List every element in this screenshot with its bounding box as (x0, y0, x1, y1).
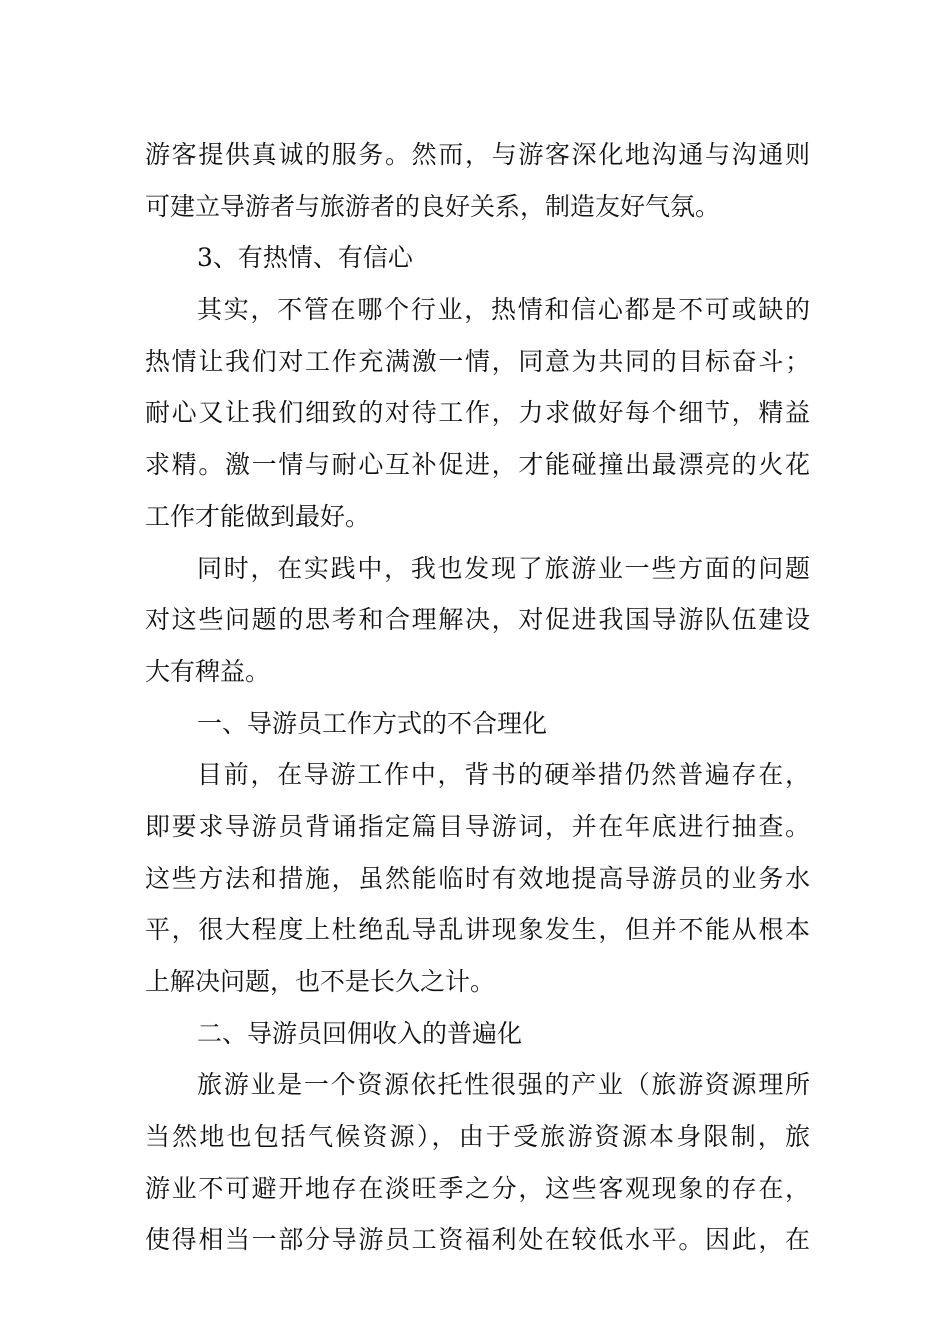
text-line: 平，很大程度上杜绝乱导乱讲现象发生，但并不能从根本 (145, 915, 810, 945)
text-line: 大有稗益。 (145, 656, 271, 686)
text-line: 旅游业是一个资源依托性很强的产业（旅游资源理所 (197, 1070, 810, 1100)
section-heading: 一、导游员工作方式的不合理化 (197, 708, 548, 738)
text-line: 目前，在导游工作中，背书的硬举措仍然普遍存在， (197, 760, 810, 790)
text-line: 对这些问题的思考和合理解决，对促进我国导游队伍建设 (145, 605, 810, 635)
text-line: 工作才能做到最好。 (145, 501, 371, 531)
text-line: 游客提供真诚的服务。然而，与游客深化地沟通与沟通则 (145, 140, 810, 169)
text-line: 耐心又让我们细致的对待工作，力求做好每个细节，精益 (145, 398, 810, 428)
text-line: 热情让我们对工作充满激一情，同意为共同的目标奋斗； (145, 346, 810, 376)
text-line: 可建立导游者与旅游者的良好关系，制造友好气氛。 (145, 191, 721, 221)
text-line: 上解决问题，也不是长久之计。 (145, 967, 496, 996)
text-line: 同时，在实践中，我也发现了旅游业一些方面的问题 (197, 553, 810, 583)
body-text (145, 129, 810, 1266)
section-heading: 3、有热情、有信心 (197, 243, 413, 273)
text-line: 这些方法和措施，虽然能临时有效地提高导游员的业务水 (145, 863, 810, 893)
text-line: 其实，不管在哪个行业，热情和信心都是不可或缺的 (197, 295, 810, 325)
text-line: 使得相当一部分导游员工资福利处在较低水平。因此，在 (145, 1225, 810, 1255)
text-line: 游业不可避开地存在淡旺季之分，这些客观现象的存在， (145, 1173, 810, 1203)
text-line: 即要求导游员背诵指定篇目导游词，并在年底进行抽查。 (145, 811, 810, 841)
text-line: 当然地也包括气候资源），由于受旅游资源本身限制，旅 (145, 1122, 810, 1152)
text-line: 求精。激一情与耐心互补促进，才能碰撞出最漂亮的火花 (145, 450, 810, 480)
section-heading: 二、导游员回佣收入的普遍化 (197, 1018, 523, 1048)
